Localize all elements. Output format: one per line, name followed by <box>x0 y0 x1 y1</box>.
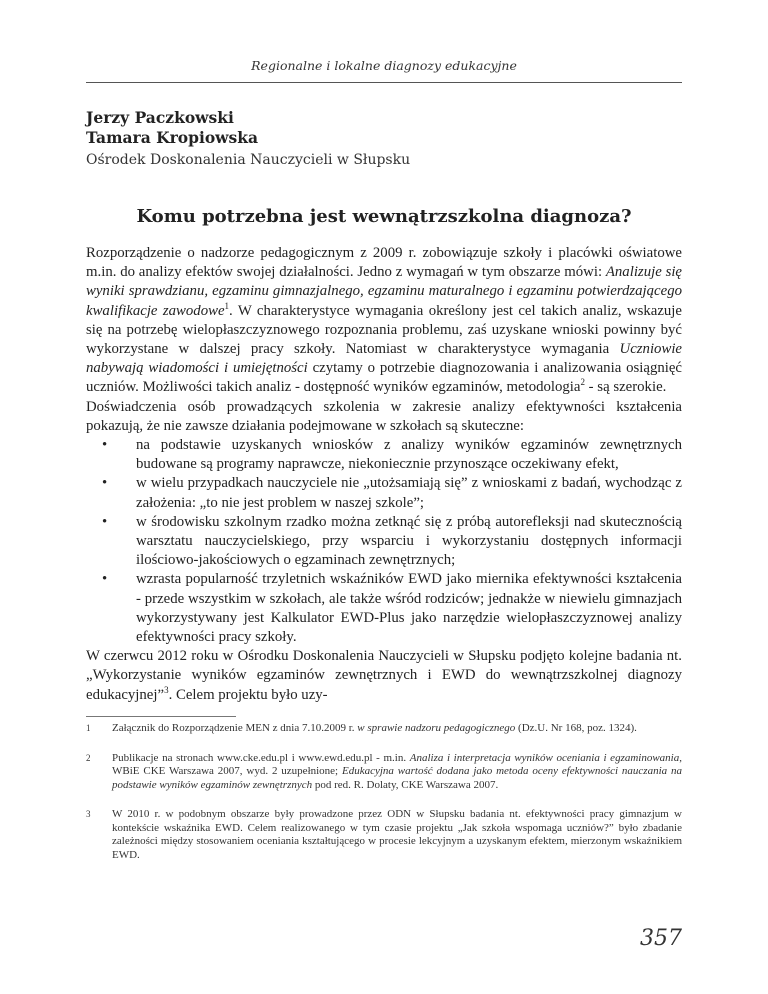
footnote-number: 1 <box>86 723 91 733</box>
italic-title: Analiza i interpretacja wyników oceniania i egzaminowania <box>409 751 680 764</box>
paragraph <box>86 244 682 398</box>
text-run: Załącznik do Rozporządzenie MEN z dnia 7.10.2009 r. <box>112 722 358 734</box>
list-item: • na podstawie uzyskanych wniosków z analizy wyników egzaminów zewnętrznych budowane są programy naprawcze, niekoniecznie przynoszące oczekiwany efekt, <box>136 436 682 474</box>
quoted-requirement: Analizuje się wyniki sprawdzianu, egzaminu gimnazjalnego, egzaminu maturalnego i egzaminu potwierdzającego kwalifikacje zawodowe <box>86 264 683 319</box>
text-run: - są szerokie. <box>584 379 667 396</box>
footnote-number: 3 <box>86 809 91 819</box>
author-name: Tamara Kropiowska <box>86 128 259 147</box>
italic-title: w sprawie nadzoru pedagogicznego <box>357 722 516 734</box>
text-run: Publikacje na stronach www.cke.edu.pl i www.ewd.edu.pl - m.in. <box>112 751 410 764</box>
text-run: W 2010 r. w podobnym obszarze były prowadzone przez ODN w Słupsku badania nt. efektywności pracy gimnazjum w kontekście wskaźnika EWD. Celem realizowanego w tym czasie projektu „Jak szkoła wspomaga uczniów?” było zbadanie zależności między stosowaniem oceniania kształtującego w procesie lekcyjnym a uzyskanym efektem, mierzonym wskaźnikiem EWD. <box>112 808 682 861</box>
footnote-ref: 3 <box>164 684 169 695</box>
text-run: W czerwcu 2012 roku w Ośrodku Doskonalenia Nauczycieli w Słupsku podjęto kolejne badania nt. „Wykorzystanie wyników egzaminów zewnętrznych i EWD do wewnątrzszkolnej diagnozy edukacyjnej” <box>86 648 682 703</box>
text-run: pod red. R. Dolaty, CKE Warszawa 2007. <box>312 778 499 791</box>
text-run: . W charakterystyce wymagania określony jest cel takich analiz, wskazuje się na potrzebę wielopłaszczyznowego rozpoznania problemu, zaś uzyskane wnioski powinny być wykorzystane w dalszej pracy szkoły. Natomiast w charakterystyce wymagania <box>86 302 682 358</box>
list-item: • wzrasta popularność trzyletnich wskaźników EWD jako miernika efektywności kształcenia - przede wszystkim w szkołach, ale także wśród rodziców; jednakże w niewielu gimnazjach wykorzystywany jest Kalkulator EWD-Plus jako narzędzie wielopłaszczyznowej analizy efektywności pracy szkoły. <box>136 570 682 647</box>
text-run: czytamy o potrzebie diagnozowania i analizowania osiągnięć uczniów. Możliwości takich analiz - dostępność wyników egzaminów, metodologia <box>86 360 683 396</box>
footnote-divider <box>86 716 236 717</box>
text-run: . Celem projektu było uzy- <box>168 686 328 703</box>
footnote <box>86 808 682 862</box>
affiliation: Ośrodek Doskonalenia Nauczycieli w Słupsku <box>86 152 411 168</box>
list-item: • w środowisku szkolnym rzadko można zetknąć się z próbą autorefleksji nad skutecznością warsztatu nauczycielskiego, przy wsparciu i wykorzystaniu dostępnych informacji ilościowo-jakościowych o egzaminach zewnętrznych; <box>136 513 682 571</box>
authors <box>86 108 258 148</box>
footnote <box>86 722 682 736</box>
footnote-ref: 2 <box>580 377 585 388</box>
footnote-number: 2 <box>86 752 91 763</box>
footnotes <box>86 722 682 878</box>
footnote-ref: 1 <box>224 300 230 311</box>
bullet-list <box>86 436 682 647</box>
footnote <box>86 752 682 793</box>
paragraph: Doświadczenia osób prowadzących szkolenia w zakresie analizy efektywności kształcenia pokazują, że nie zawsze działania podejmowane w szkołach są skuteczne: <box>86 398 682 434</box>
list-item: • w wielu przypadkach nauczyciele nie „utożsamiają się” z wnioskami z badań, wychodząc z założenia: „to nie jest problem w naszej szkole”; <box>136 474 682 512</box>
italic-title: Edukacyjna wartość dodana jako metoda oceny efektywności nauczania na podstawie wyników egzaminów zewnętrznych <box>112 765 682 791</box>
article-body <box>86 244 682 705</box>
header-divider <box>86 82 682 83</box>
quoted-requirement: Uczniowie nabywają wiadomości i umiejętności <box>86 341 682 377</box>
author-name: Jerzy Paczkowski <box>86 108 234 127</box>
paragraph <box>86 647 682 705</box>
running-header: Regionalne i lokalne diagnozy edukacyjne <box>251 58 517 73</box>
article-title: Komu potrzebna jest wewnątrzszkolna diagnoza? <box>136 206 632 227</box>
page-number: 357 <box>640 926 682 951</box>
text-run: Rozporządzenie o nadzorze pedagogicznym z 2009 r. zobowiązuje szkoły i placówki oświatowe m.in. do analizy efektów swojej działalności. Jedno z wymagań w tym obszarze mówi: <box>86 245 682 281</box>
text-run: , WBiE CKE Warszawa 2007, wyd. 2 uzupełnione; <box>112 751 682 777</box>
text-run: (Dz.U. Nr 168, poz. 1324). <box>515 722 637 734</box>
